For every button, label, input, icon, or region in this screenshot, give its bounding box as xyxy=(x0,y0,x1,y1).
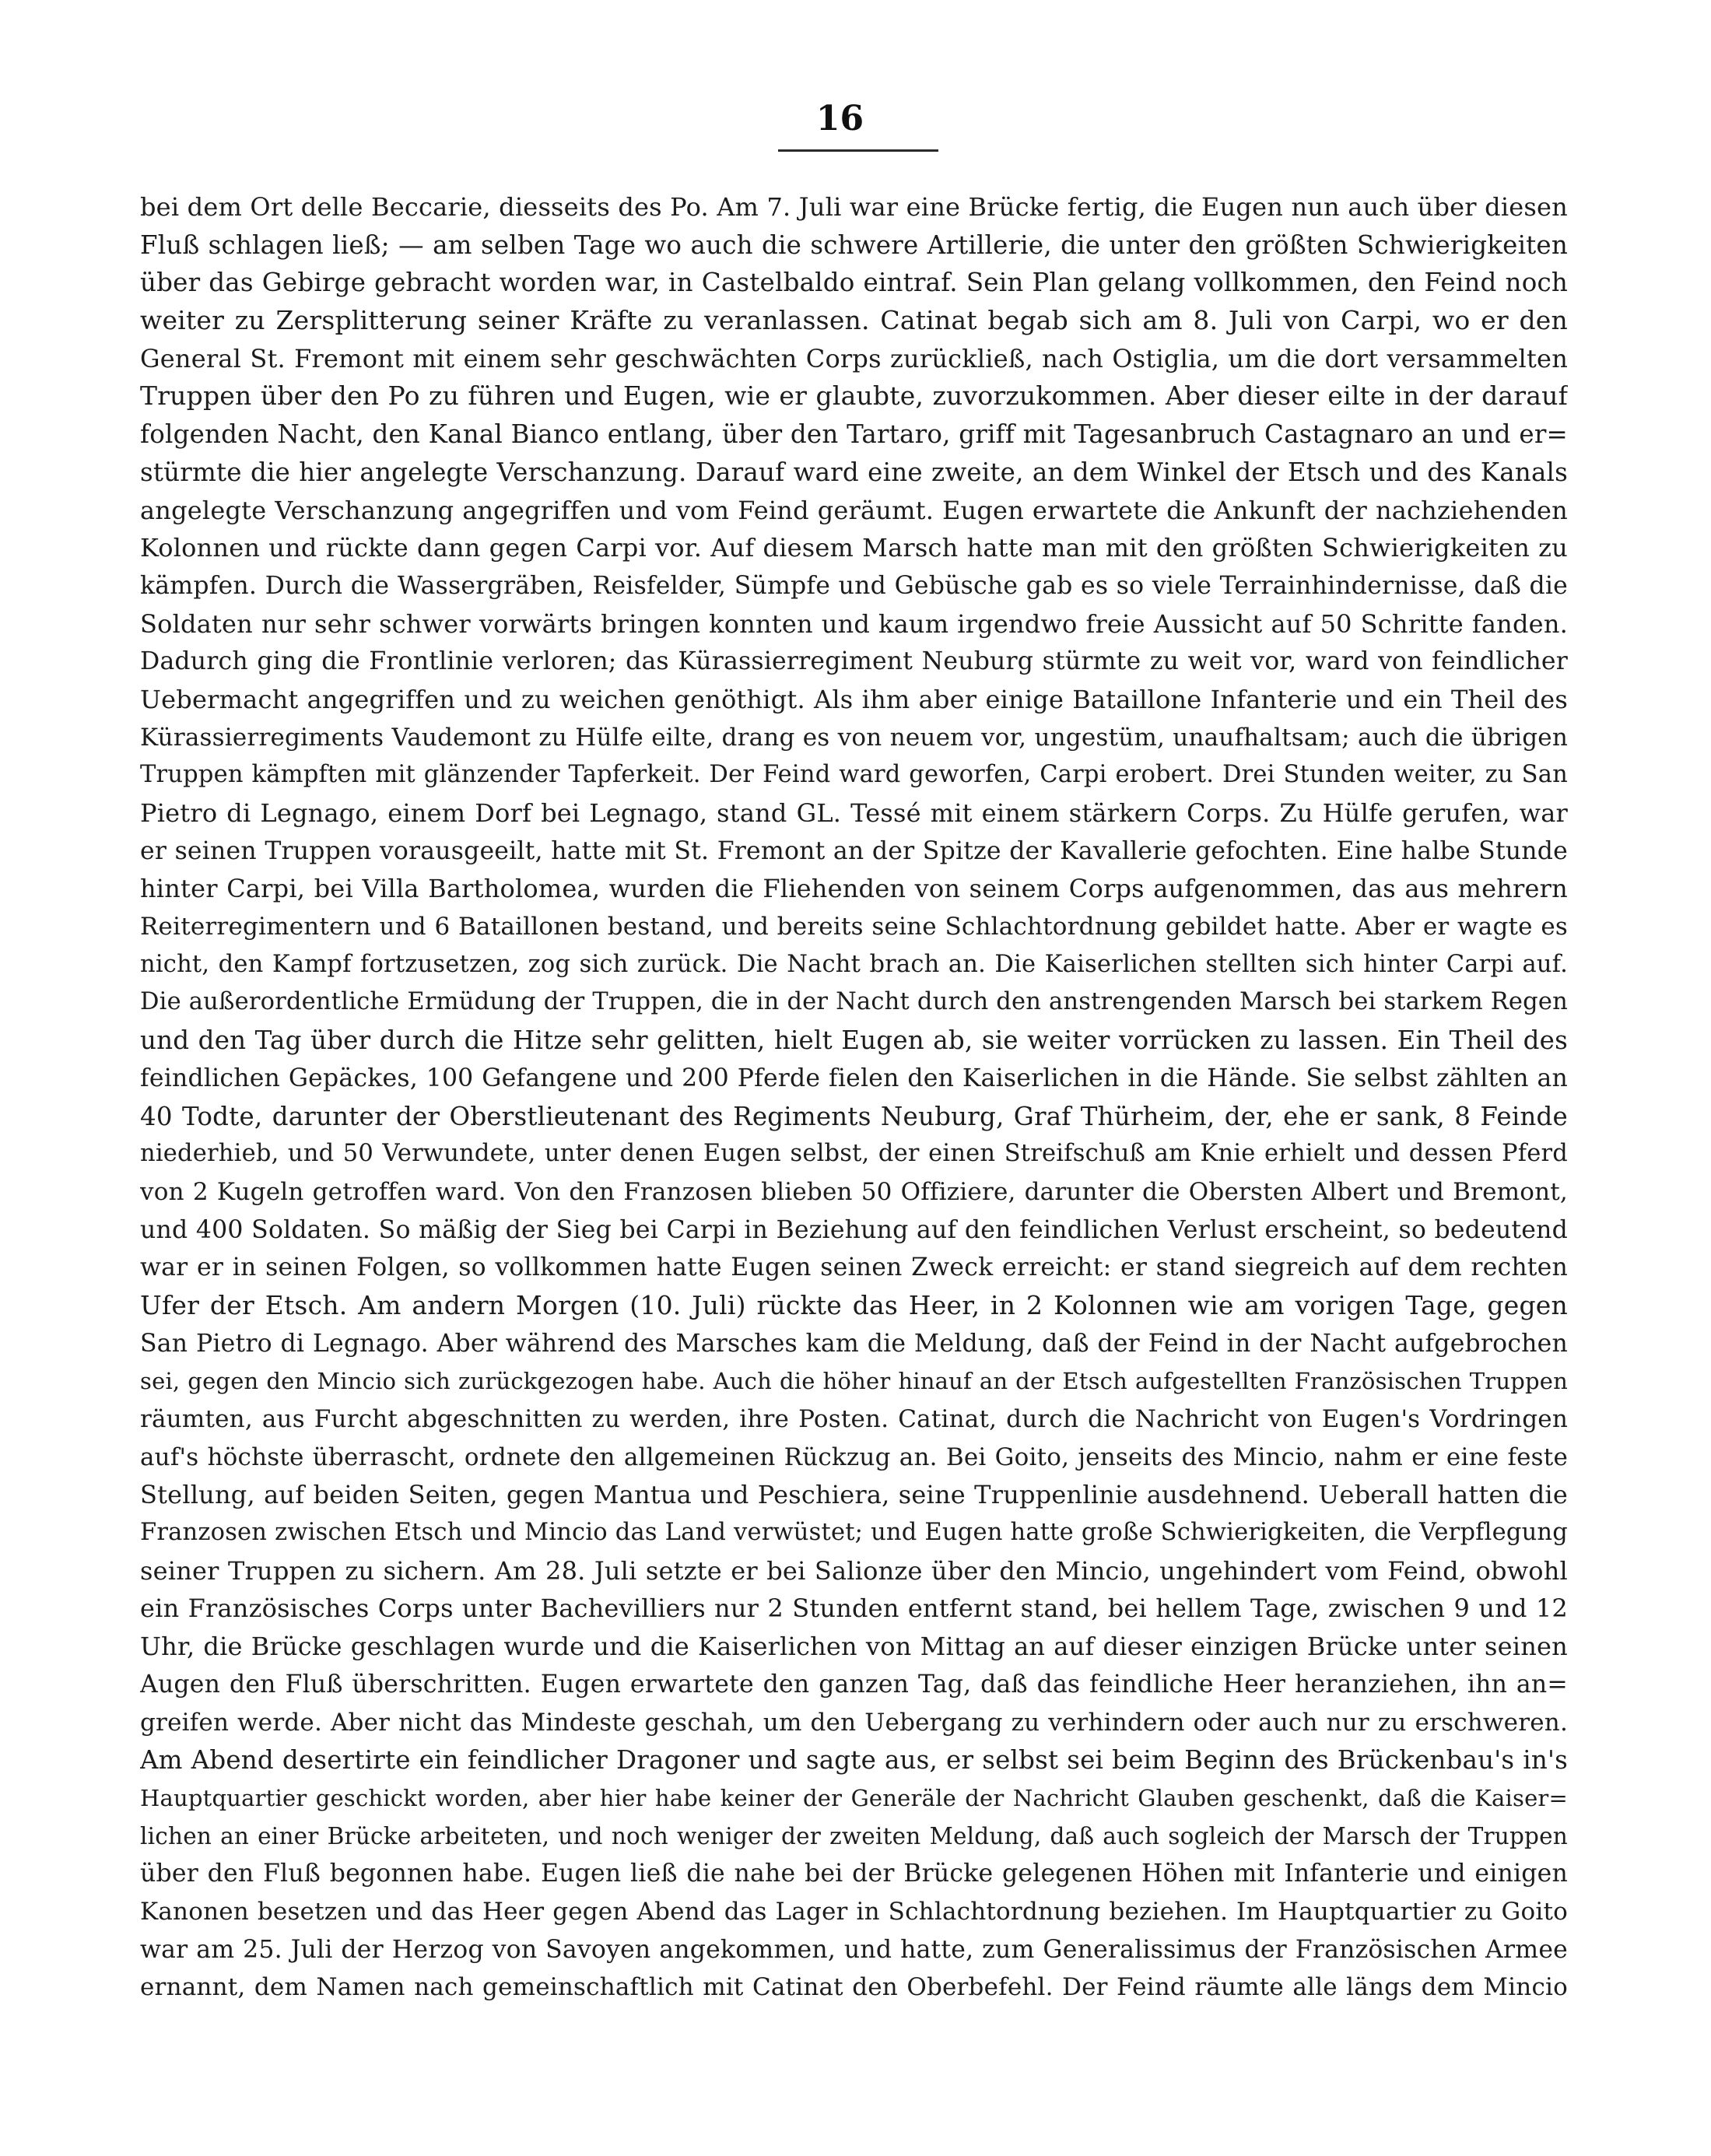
text-line: seiner Truppen zu sichern. Am 28. Juli setzte er bei Salionze über den Mincio, ungehindert vom Feind, obwohl xyxy=(140,1555,1568,1586)
page-number xyxy=(0,100,1711,138)
text-line: Kolonnen und rückte dann gegen Carpi vor. Auf diesem Marsch hatte man mit den größten Schwierigkeiten zu xyxy=(140,533,1568,563)
text-line: ernannt, dem Namen nach gemeinschaftlich mit Catinat den Oberbefehl. Der Feind räumte alle längs dem Mincio xyxy=(140,1973,1568,2002)
text-line: auf's höchste überrascht, ordnete den allgemeinen Rückzug an. Bei Goito, jenseits des Mincio, nahm er eine feste xyxy=(140,1443,1568,1471)
text-line: nicht, den Kampf fortzusetzen, zog sich zurück. Die Nacht brach an. Die Kaiserlichen stellten sich hinter Carpi auf. xyxy=(140,950,1568,978)
text-line: Truppen über den Po zu führen und Eugen, wie er glaubte, zuvorzukommen. Aber dieser eilte in der darauf xyxy=(140,380,1568,412)
body-text xyxy=(140,188,1568,2007)
page-number-text: 16 xyxy=(815,99,864,138)
text-line: 40 Todte, darunter der Oberstlieutenant des Regiments Neuburg, Graf Thürheim, der, ehe er sank, 8 Feinde xyxy=(140,1101,1568,1131)
text-line: niederhieb, und 50 Verwundete, unter denen Eugen selbst, der einen Streifschuß am Knie erhielt und dessen Pferd xyxy=(140,1140,1568,1168)
text-line: Kanonen besetzen und das Heer gegen Abend das Lager in Schlachtordnung beziehen. Im Hauptquartier zu Goito xyxy=(140,1897,1568,1926)
text-line: hinter Carpi, bei Villa Bartholomea, wurden die Fliehenden von seinem Corps aufgenommen, das aus mehrern xyxy=(140,874,1568,904)
text-line: Pietro di Legnago, einem Dorf bei Legnago, stand GL. Tessé mit einem stärkern Corps. Zu Hülfe gerufen, war xyxy=(140,798,1568,828)
text-line: angelegte Verschanzung angegriffen und vom Feind geräumt. Eugen erwartete die Ankunft der nachziehenden xyxy=(140,495,1568,525)
text-line: Augen den Fluß überschritten. Eugen erwartete den ganzen Tag, daß das feindliche Heer heranziehen, ihn an= xyxy=(140,1670,1568,1699)
text-line: General St. Fremont mit einem sehr geschwächten Corps zurückließ, nach Ostiglia, um die dort versammelten xyxy=(140,343,1568,373)
text-line: San Pietro di Legnago. Aber während des Marsches kam die Meldung, daß der Feind in der Nacht aufgebrochen xyxy=(140,1329,1568,1358)
text-line: Truppen kämpften mit glänzender Tapferkeit. Der Feind ward geworfen, Carpi erobert. Drei Stunden weiter, zu San xyxy=(140,761,1568,789)
text-line: kämpfen. Durch die Wassergräben, Reisfelder, Sümpfe und Gebüsche gab es so viele Terrainhindernisse, daß die xyxy=(140,571,1568,600)
text-line: räumten, aus Furcht abgeschnitten zu werden, ihre Posten. Catinat, durch die Nachricht von Eugen's Vordringen xyxy=(140,1405,1568,1433)
text-line: stürmte die hier angelegte Verschanzung. Darauf ward eine zweite, an dem Winkel der Etsch und des Kanals xyxy=(140,457,1568,487)
text-line: er seinen Truppen vorausgeeilt, hatte mit St. Fremont an der Spitze der Kavallerie gefochten. Eine halbe Stunde xyxy=(140,836,1568,865)
text-line: feindlichen Gepäckes, 100 Gefangene und 200 Pferde fielen den Kaiserlichen in die Hände. Sie selbst zählten an xyxy=(140,1064,1568,1092)
text-line: Soldaten nur sehr schwer vorwärts bringen konnten und kaum irgendwo freie Aussicht auf 50 Schritte fanden. xyxy=(140,608,1568,639)
text-line: Franzosen zwischen Etsch und Mincio das Land verwüstet; und Eugen hatte große Schwierigkeiten, die Verpflegung xyxy=(140,1519,1568,1547)
header-rule xyxy=(778,149,938,152)
text-line: von 2 Kugeln getroffen ward. Von den Franzosen blieben 50 Offiziere, darunter die Obersten Albert und Bremont, xyxy=(140,1177,1568,1206)
text-line: Uhr, die Brücke geschlagen wurde und die Kaiserlichen von Mittag an auf dieser einzigen Brücke unter seinen xyxy=(140,1632,1568,1662)
text-line: weiter zu Zersplitterung seiner Kräfte zu veranlassen. Catinat begab sich am 8. Juli von Carpi, wo er den xyxy=(140,305,1568,336)
text-line: Fluß schlagen ließ; — am selben Tage wo auch die schwere Artillerie, die unter den größten Schwierigkeiten xyxy=(140,230,1568,260)
text-line: Dadurch ging die Frontlinie verloren; das Kürassierregiment Neuburg stürmte zu weit vor, ward von feindlicher xyxy=(140,647,1568,676)
text-line: Stellung, auf beiden Seiten, gegen Mantua und Peschiera, seine Truppenlinie ausdehnend. Ueberall hatten die xyxy=(140,1480,1568,1510)
text-line: war er in seinen Folgen, so vollkommen hatte Eugen seinen Zweck erreicht: er stand siegreich auf dem rechten xyxy=(140,1253,1568,1282)
text-line: Ufer der Etsch. Am andern Morgen (10. Juli) rückte das Heer, in 2 Kolonnen wie am vorigen Tage, gegen xyxy=(140,1289,1568,1320)
text-line: über den Fluß begonnen habe. Eugen ließ die nahe bei der Brücke gelegenen Höhen mit Infanterie und einigen xyxy=(140,1860,1568,1888)
text-line: bei dem Ort delle Beccarie, diesseits des Po. Am 7. Juli war eine Brücke fertig, die Eugen nun auch über diesen xyxy=(140,192,1568,222)
text-line: sei, gegen den Mincio sich zurückgezogen habe. Auch die höher hinauf an der Etsch aufgestellten Französischen Truppen xyxy=(140,1368,1568,1395)
text-line: Die außerordentliche Ermüdung der Truppen, die in der Nacht durch den anstrengenden Marsch bei starkem Regen xyxy=(140,988,1568,1016)
text-line: Kürassierregiments Vaudemont zu Hülfe eilte, drang es von neuem vor, ungestüm, unaufhaltsam; auch die übrigen xyxy=(140,723,1568,752)
text-line: über das Gebirge gebracht worden war, in Castelbaldo eintraf. Sein Plan gelang vollkommen, den Feind noch xyxy=(140,268,1568,298)
text-line: folgenden Nacht, den Kanal Bianco entlang, über den Tartaro, griff mit Tagesanbruch Castagnaro an und er= xyxy=(140,419,1568,450)
text-line: ein Französisches Corps unter Bachevilliers nur 2 Stunden entfernt stand, bei hellem Tage, zwischen 9 und 12 xyxy=(140,1593,1568,1624)
text-line: Am Abend desertirte ein feindlicher Dragoner und sagte aus, er selbst sei beim Beginn des Brückenbau's in's xyxy=(140,1745,1568,1776)
text-line: lichen an einer Brücke arbeiteten, und noch weniger der zweiten Meldung, daß auch sogleich der Marsch der Truppen xyxy=(140,1822,1568,1849)
text-line: Hauptquartier geschickt worden, aber hier habe keiner der Generäle der Nachricht Glauben geschenkt, daß die Kaiser= xyxy=(140,1784,1568,1811)
text-line: Uebermacht angegriffen und zu weichen genöthigt. Als ihm aber einige Bataillone Infanterie und ein Theil des xyxy=(140,684,1568,714)
text-line: greifen werde. Aber nicht das Mindeste geschah, um den Uebergang zu verhindern oder auch nur zu erschweren. xyxy=(140,1708,1568,1737)
text-line: Reiterregimentern und 6 Bataillonen bestand, und bereits seine Schlachtordnung gebildet hatte. Aber er wagte es xyxy=(140,913,1568,941)
text-line: und den Tag über durch die Hitze sehr gelitten, hielt Eugen ab, sie weiter vorrücken zu lassen. Ein Theil des xyxy=(140,1025,1568,1056)
text-line: und 400 Soldaten. So mäßig der Sieg bei Carpi in Beziehung auf den feindlichen Verlust erscheint, so bedeutend xyxy=(140,1215,1568,1244)
text-line: war am 25. Juli der Herzog von Savoyen angekommen, und hatte, zum Generalissimus der Französischen Armee xyxy=(140,1935,1568,1964)
